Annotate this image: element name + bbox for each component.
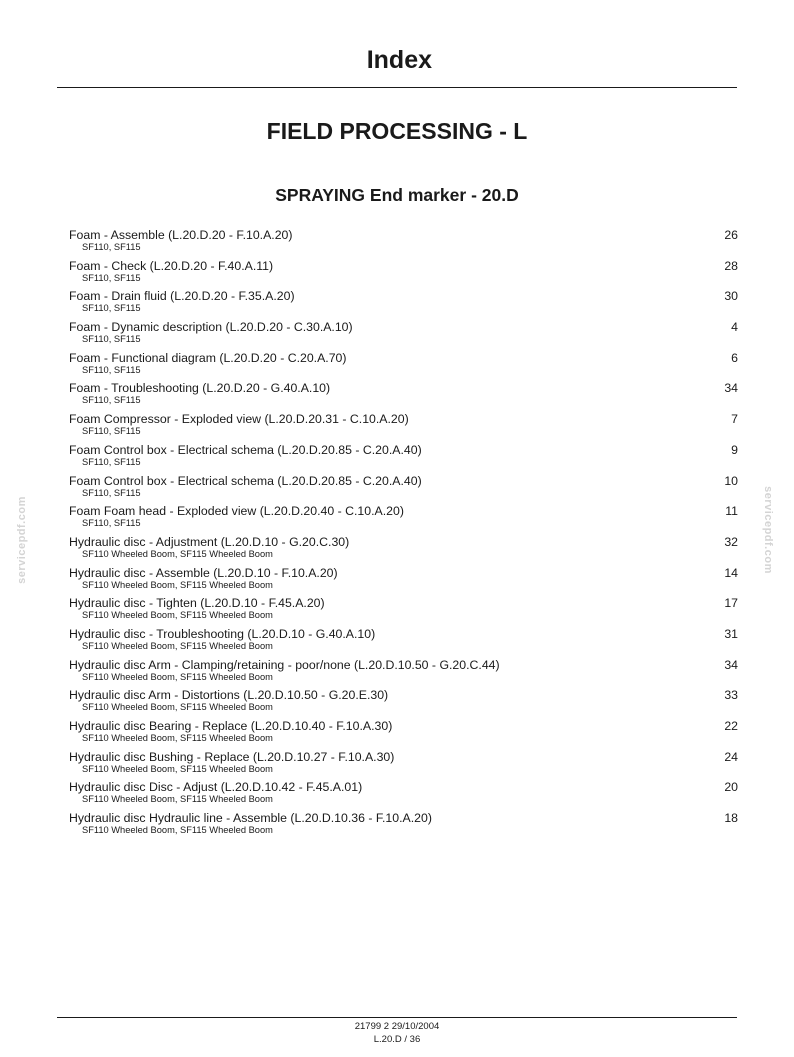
index-entry[interactable] xyxy=(69,687,738,718)
entry-models: SF110 Wheeled Boom, SF115 Wheeled Boom xyxy=(82,794,273,805)
entry-title: Foam - Assemble (L.20.D.20 - F.10.A.20) xyxy=(69,228,293,242)
entry-models: SF110 Wheeled Boom, SF115 Wheeled Boom xyxy=(82,548,273,559)
entry-page-number: 4 xyxy=(731,320,738,335)
entry-models: SF110 Wheeled Boom, SF115 Wheeled Boom xyxy=(82,671,273,682)
entry-page-number: 34 xyxy=(724,657,738,672)
entry-page-number: 33 xyxy=(724,688,738,703)
index-entry[interactable] xyxy=(69,442,738,473)
index-entry[interactable] xyxy=(69,258,738,289)
entry-models: SF110 Wheeled Boom, SF115 Wheeled Boom xyxy=(82,825,273,836)
index-entry-list xyxy=(69,227,738,841)
entry-page-number: 32 xyxy=(724,534,738,549)
entry-page-number: 6 xyxy=(731,350,738,365)
entry-title: Foam Compressor - Exploded view (L.20.D.20.31 - C.10.A.20) xyxy=(69,412,409,427)
section-title: FIELD PROCESSING - L xyxy=(266,118,528,144)
index-entry[interactable] xyxy=(69,565,738,596)
entry-models: SF110 Wheeled Boom, SF115 Wheeled Boom xyxy=(82,640,273,651)
entry-models: SF110 Wheeled Boom, SF115 Wheeled Boom xyxy=(82,610,273,621)
index-entry[interactable] xyxy=(69,718,738,749)
entry-title: Hydraulic disc - Adjustment (L.20.D.10 - G.20.C.30) xyxy=(69,534,350,549)
index-entry[interactable] xyxy=(69,534,738,565)
entry-models: SF110 Wheeled Boom, SF115 Wheeled Boom xyxy=(82,702,273,713)
entry-title: Hydraulic disc Disc - Adjust (L.20.D.10.42 - F.45.A.01) xyxy=(69,780,363,795)
entry-page-number: 14 xyxy=(724,565,738,580)
entry-models: SF110, SF115 xyxy=(82,242,141,252)
entry-title: Hydraulic disc - Troubleshooting (L.20.D.10 - G.40.A.10) xyxy=(69,626,376,641)
entry-models: SF110, SF115 xyxy=(82,395,141,406)
index-entry[interactable] xyxy=(69,595,738,626)
entry-models: SF110, SF115 xyxy=(82,364,141,375)
entry-page-number: 22 xyxy=(724,719,738,733)
footer-document-id: 21799 2 29/10/2004 xyxy=(354,1021,440,1032)
entry-models: SF110 Wheeled Boom, SF115 Wheeled Boom xyxy=(82,579,273,590)
index-entry[interactable] xyxy=(69,319,738,350)
entry-models: SF110 Wheeled Boom, SF115 Wheeled Boom xyxy=(82,763,273,774)
entry-title: Foam - Check (L.20.D.20 - F.40.A.11) xyxy=(69,258,274,273)
entry-title: Foam Control box - Electrical schema (L.20.D.20.85 - C.20.A.40) xyxy=(69,473,422,488)
entry-models: SF110, SF115 xyxy=(82,487,141,498)
entry-page-number: 26 xyxy=(724,228,738,242)
index-entry[interactable] xyxy=(69,626,738,657)
index-entry[interactable] xyxy=(69,503,738,534)
entry-page-number: 18 xyxy=(724,811,738,826)
index-entry[interactable] xyxy=(69,350,738,381)
index-entry[interactable] xyxy=(69,288,738,319)
entry-title: Hydraulic disc Bushing - Replace (L.20.D.10.27 - F.10.A.30) xyxy=(69,749,395,764)
entry-title: Hydraulic disc Arm - Distortions (L.20.D.10.50 - G.20.E.30) xyxy=(69,688,389,703)
watermark-right: servicepdf.com xyxy=(762,486,774,574)
index-entry[interactable] xyxy=(69,380,738,411)
entry-page-number: 28 xyxy=(724,258,738,273)
entry-page-number: 31 xyxy=(724,626,738,641)
entry-models: SF110, SF115 xyxy=(82,426,141,437)
entry-title: Foam - Troubleshooting (L.20.D.20 - G.40.A.10) xyxy=(69,381,331,396)
subsection-title: SPRAYING End marker - 20.D xyxy=(275,185,519,205)
entry-title: Hydraulic disc - Tighten (L.20.D.10 - F.45.A.20) xyxy=(69,596,325,611)
index-entry[interactable] xyxy=(69,810,738,841)
entry-page-number: 7 xyxy=(731,412,738,427)
entry-models: SF110 Wheeled Boom, SF115 Wheeled Boom xyxy=(82,733,273,743)
entry-title: Foam Control box - Electrical schema (L.20.D.20.85 - C.20.A.40) xyxy=(69,442,422,457)
entry-models: SF110, SF115 xyxy=(82,334,141,345)
entry-models: SF110, SF115 xyxy=(82,456,141,467)
entry-models: SF110, SF115 xyxy=(82,272,141,283)
header-divider xyxy=(57,87,737,88)
entry-page-number: 34 xyxy=(724,381,738,396)
entry-page-number: 17 xyxy=(724,596,738,611)
entry-title: Hydraulic disc Arm - Clamping/retaining - poor/none (L.20.D.10.50 - G.20.C.44) xyxy=(69,657,500,672)
index-entry[interactable] xyxy=(69,779,738,810)
entry-title: Foam - Functional diagram (L.20.D.20 - C.20.A.70) xyxy=(69,350,347,365)
page-title: Index xyxy=(366,46,432,74)
index-entry[interactable] xyxy=(69,749,738,780)
entry-page-number: 11 xyxy=(725,504,738,519)
entry-title: Foam Foam head - Exploded view (L.20.D.20.40 - C.10.A.20) xyxy=(69,504,404,519)
entry-title: Foam - Dynamic description (L.20.D.20 - C.30.A.10) xyxy=(69,320,353,335)
footer-divider xyxy=(57,1017,737,1018)
entry-title: Hydraulic disc Bearing - Replace (L.20.D.10.40 - F.10.A.30) xyxy=(69,719,393,733)
entry-models: SF110, SF115 xyxy=(82,518,141,529)
entry-page-number: 30 xyxy=(724,289,738,304)
footer-page-number: L.20.D / 36 xyxy=(373,1034,421,1045)
entry-page-number: 10 xyxy=(724,473,738,488)
watermark-left: servicepdf.com xyxy=(16,496,28,584)
entry-models: SF110, SF115 xyxy=(82,303,141,314)
index-entry[interactable] xyxy=(69,473,738,504)
index-entry[interactable] xyxy=(69,657,738,688)
entry-title: Hydraulic disc - Assemble (L.20.D.10 - F.10.A.20) xyxy=(69,565,338,580)
entry-title: Foam - Drain fluid (L.20.D.20 - F.35.A.20) xyxy=(69,289,295,304)
index-entry[interactable] xyxy=(69,227,738,258)
entry-page-number: 9 xyxy=(731,442,738,457)
index-entry[interactable] xyxy=(69,411,738,442)
entry-page-number: 20 xyxy=(724,780,738,795)
entry-title: Hydraulic disc Hydraulic line - Assemble (L.20.D.10.36 - F.10.A.20) xyxy=(69,811,432,826)
entry-page-number: 24 xyxy=(724,749,738,764)
